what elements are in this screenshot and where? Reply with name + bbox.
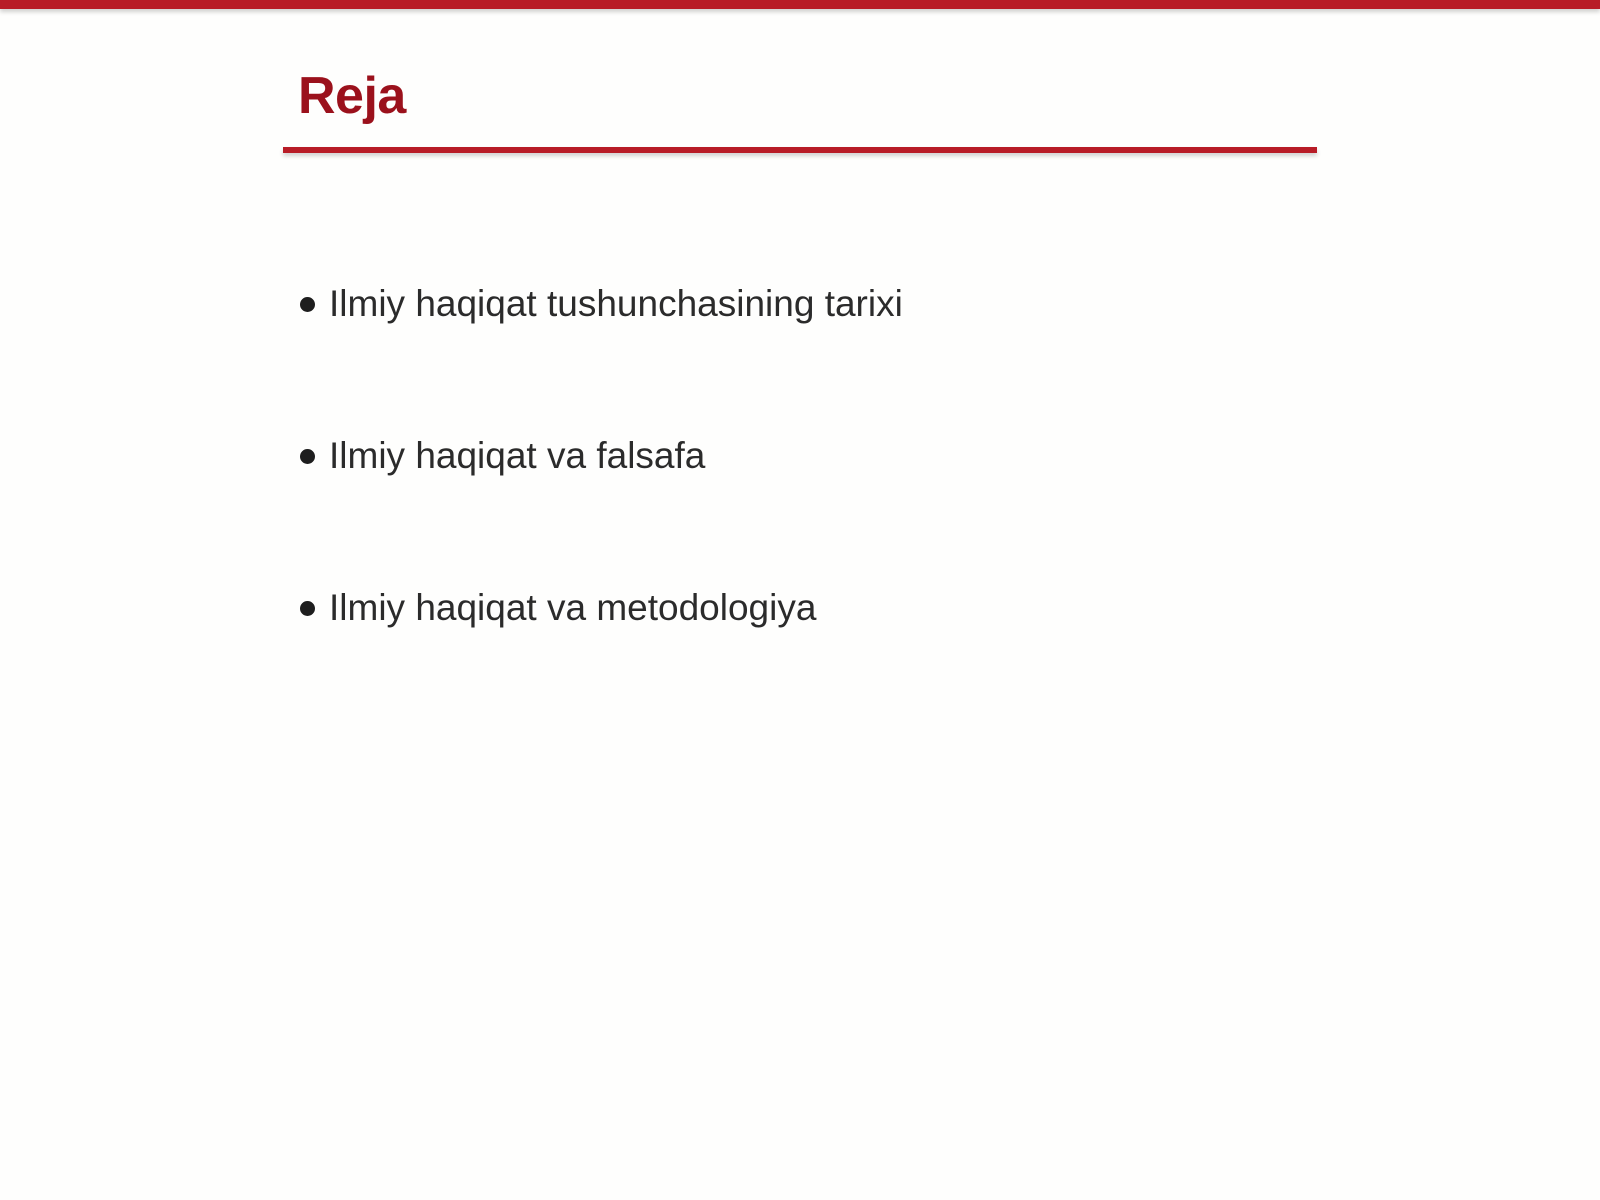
list-item-label: Ilmiy haqiqat va metodologiya: [329, 587, 817, 628]
bullet-icon: [300, 297, 315, 312]
bullet-icon: [300, 449, 315, 464]
list-item: [300, 278, 903, 330]
list-item-label: Ilmiy haqiqat tushunchasining tarixi: [329, 283, 903, 324]
bullet-icon: [300, 601, 315, 616]
list-item: [300, 430, 903, 482]
title-underline: [283, 147, 1317, 153]
list-item-label: Ilmiy haqiqat va falsafa: [329, 435, 706, 476]
list-item: [300, 582, 903, 634]
top-accent-bar: [0, 0, 1600, 9]
slide-title: Reja: [298, 67, 406, 125]
bullet-list: [300, 278, 903, 734]
